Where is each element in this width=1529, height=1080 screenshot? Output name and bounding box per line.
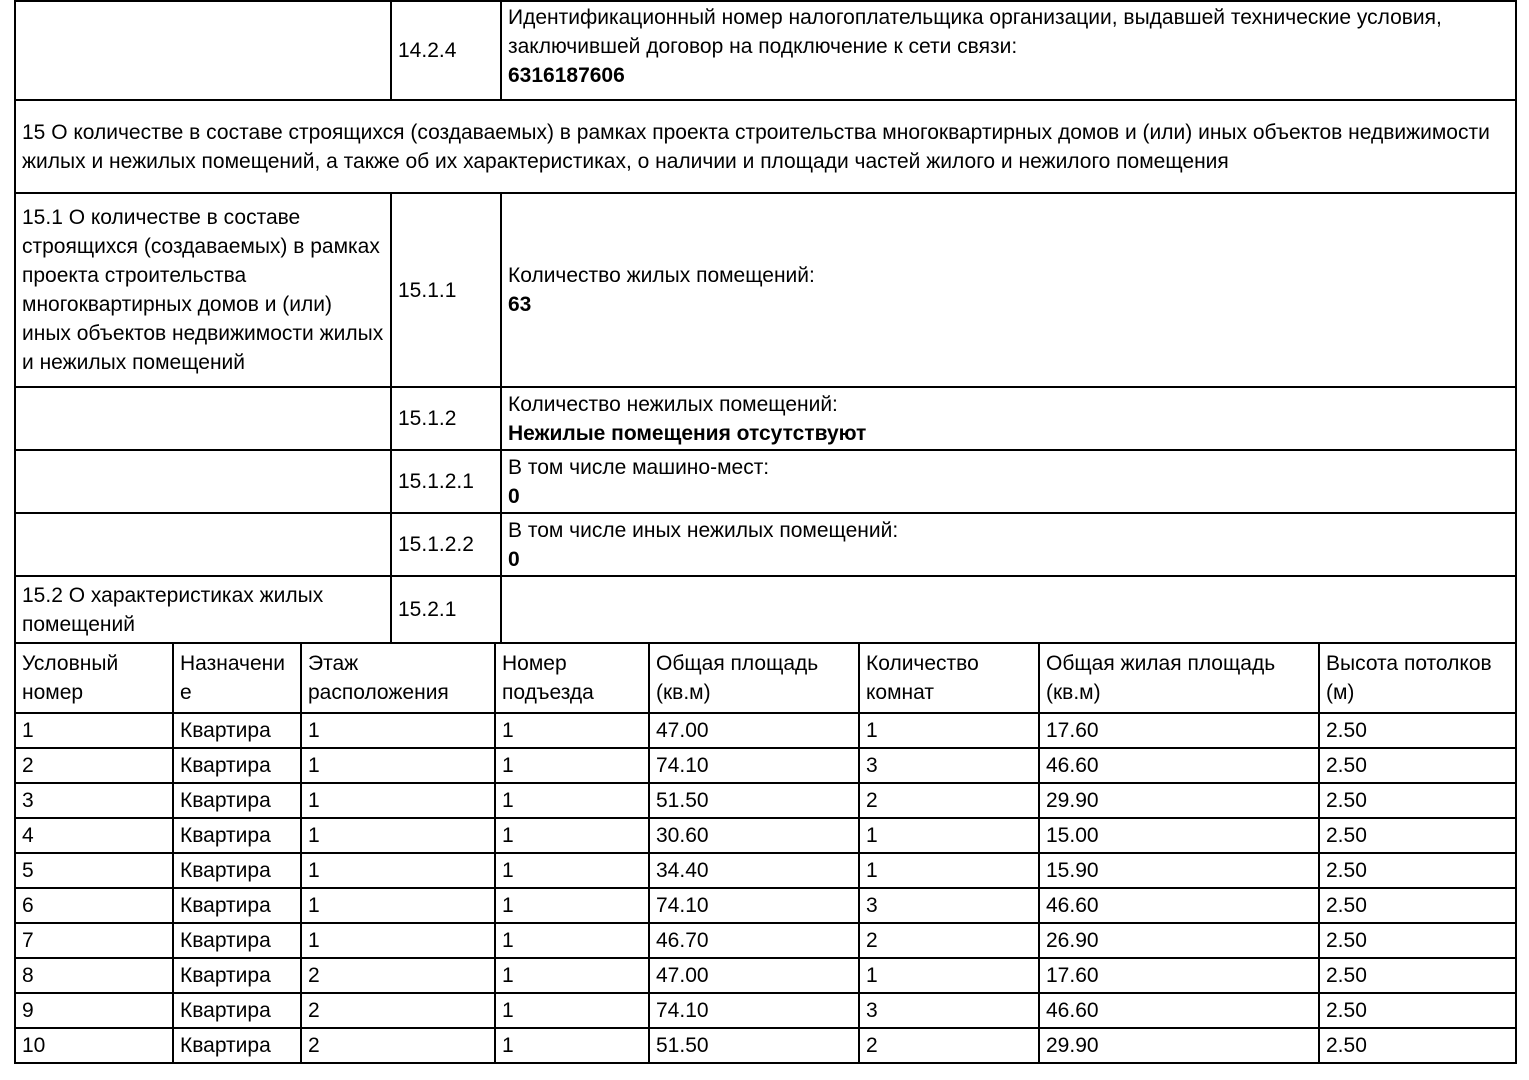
row-14-2-4	[15, 1, 1516, 100]
column-header: Высота потолков (м)	[1319, 643, 1516, 713]
apartment-cell: 34.40	[649, 853, 859, 888]
apartment-cell: 1	[301, 853, 495, 888]
apartment-cell: 2.50	[1319, 1028, 1516, 1063]
label-cell: 15.2 О характеристиках жилых помещений	[15, 576, 391, 643]
code-cell: 15.1.2.1	[391, 450, 501, 513]
apartment-cell: 2.50	[1319, 923, 1516, 958]
apartment-cell: 2.50	[1319, 993, 1516, 1028]
apartment-cell: 1	[495, 853, 649, 888]
apartment-cell: 74.10	[649, 993, 859, 1028]
apartment-cell: 46.60	[1039, 993, 1319, 1028]
section-15-heading: 15 О количестве в составе строящихся (создаваемых) в рамках проекта строительства многоквартирных домов и (или) иных объектов недвижимости жилых и нежилых помещений, а также об их характеристиках, о наличии и площади частей жилого и нежилого помещения	[15, 100, 1516, 193]
column-header: Общая площадь (кв.м)	[649, 643, 859, 713]
apartment-cell: 2.50	[1319, 888, 1516, 923]
value-cell	[501, 387, 1516, 450]
apartment-cell: 1	[301, 783, 495, 818]
apartment-cell: 5	[15, 853, 173, 888]
apartment-cell: 2	[859, 1028, 1039, 1063]
value-data: 63	[508, 293, 532, 316]
apartment-cell: Квартира	[173, 923, 301, 958]
column-header: Этаж расположения	[301, 643, 495, 713]
apartment-cell: 74.10	[649, 748, 859, 783]
label-cell: 15.1 О количестве в составе строящихся (создаваемых) в рамках проекта строительства многоквартирных домов и (или) иных объектов недвижимости жилых и нежилых помещений	[15, 193, 391, 387]
code-cell: 15.1.2	[391, 387, 501, 450]
apartment-cell: Квартира	[173, 993, 301, 1028]
value-label: Количество нежилых помещений:	[508, 392, 838, 416]
apartment-cell: 47.00	[649, 958, 859, 993]
apartment-cell: 1	[301, 888, 495, 923]
label-cell-empty	[15, 513, 391, 576]
row-15-1-1	[15, 193, 1516, 387]
apartment-cell: 8	[15, 958, 173, 993]
apartment-cell: 2	[859, 923, 1039, 958]
apartment-cell: 51.50	[649, 783, 859, 818]
code-cell: 15.2.1	[391, 576, 501, 643]
column-header: Номер подъезда	[495, 643, 649, 713]
apartment-cell: 46.70	[649, 923, 859, 958]
apartment-cell: 26.90	[1039, 923, 1319, 958]
apartment-cell: 46.60	[1039, 748, 1319, 783]
apartment-cell: 46.60	[1039, 888, 1319, 923]
column-header: Назначение	[173, 643, 301, 713]
apartment-cell: 2.50	[1319, 853, 1516, 888]
row-15-1-2	[15, 387, 1516, 450]
apartment-cell: 1	[495, 958, 649, 993]
label-cell-empty	[15, 387, 391, 450]
apartment-row	[15, 993, 1516, 1028]
apartment-cell: Квартира	[173, 818, 301, 853]
apartment-cell: 1	[495, 923, 649, 958]
apartment-cell: 1	[859, 713, 1039, 748]
apartment-cell: 3	[859, 993, 1039, 1028]
apartment-cell: 29.90	[1039, 1028, 1319, 1063]
apartment-cell: 2.50	[1319, 783, 1516, 818]
apartment-cell: 2.50	[1319, 713, 1516, 748]
apartment-cell: 7	[15, 923, 173, 958]
apartment-cell: 1	[495, 783, 649, 818]
apartment-cell: 9	[15, 993, 173, 1028]
apartment-cell: 1	[495, 1028, 649, 1063]
apartment-cell: 1	[495, 713, 649, 748]
apartment-cell: Квартира	[173, 748, 301, 783]
apartment-cell: Квартира	[173, 1028, 301, 1063]
apartment-cell: 1	[859, 853, 1039, 888]
apartment-cell: 6	[15, 888, 173, 923]
apartment-cell: 3	[859, 888, 1039, 923]
apartment-cell: 3	[859, 748, 1039, 783]
apartments-header-row	[15, 643, 1516, 713]
code-cell: 14.2.4	[391, 1, 501, 100]
apartment-row	[15, 818, 1516, 853]
row-section-15	[15, 100, 1516, 193]
apartments-body	[15, 713, 1516, 1063]
value-label: Идентификационный номер налогоплательщика организации, выдавшей технические условия, заключившей договор на подключение к сети связи:	[508, 6, 1442, 58]
apartment-row	[15, 713, 1516, 748]
value-data: 6316187606	[508, 64, 625, 87]
apartment-cell: 1	[495, 748, 649, 783]
apartment-row	[15, 783, 1516, 818]
apartment-row	[15, 1028, 1516, 1063]
label-cell-empty	[15, 450, 391, 513]
declaration-table	[14, 0, 1517, 644]
apartment-cell: Квартира	[173, 888, 301, 923]
value-data: 0	[508, 547, 520, 571]
value-label: В том числе иных нежилых помещений:	[508, 518, 899, 542]
apartment-cell: 2	[301, 1028, 495, 1063]
column-header: Общая жилая площадь (кв.м)	[1039, 643, 1319, 713]
apartment-cell: Квартира	[173, 958, 301, 993]
apartment-cell: 74.10	[649, 888, 859, 923]
apartment-cell: 29.90	[1039, 783, 1319, 818]
apartment-cell: 17.60	[1039, 958, 1319, 993]
apartment-cell: 2	[15, 748, 173, 783]
row-15-2-1	[15, 576, 1516, 643]
row-15-1-2-2	[15, 513, 1516, 576]
value-cell	[501, 450, 1516, 513]
apartment-cell: 1	[859, 818, 1039, 853]
apartment-cell: 1	[301, 748, 495, 783]
value-label: Количество жилых помещений:	[508, 264, 815, 287]
apartment-cell: 30.60	[649, 818, 859, 853]
apartment-cell: 1	[301, 818, 495, 853]
apartment-cell: Квартира	[173, 783, 301, 818]
apartment-cell: 17.60	[1039, 713, 1319, 748]
value-cell	[501, 1, 1516, 100]
apartment-cell: 2.50	[1319, 958, 1516, 993]
apartment-cell: Квартира	[173, 853, 301, 888]
apartment-cell: 4	[15, 818, 173, 853]
apartment-cell: 51.50	[649, 1028, 859, 1063]
column-header: Условный номер	[15, 643, 173, 713]
value-cell-empty	[501, 576, 1516, 643]
apartment-row	[15, 923, 1516, 958]
apartment-cell: 2	[859, 783, 1039, 818]
row-15-1-2-1	[15, 450, 1516, 513]
apartment-row	[15, 958, 1516, 993]
apartment-row	[15, 853, 1516, 888]
apartment-cell: 15.00	[1039, 818, 1319, 853]
code-cell: 15.1.2.2	[391, 513, 501, 576]
value-data: Нежилые помещения отсутствуют	[508, 421, 867, 445]
label-cell-empty	[15, 1, 391, 100]
apartment-cell: 10	[15, 1028, 173, 1063]
apartment-cell: 1	[495, 818, 649, 853]
apartment-cell: Квартира	[173, 713, 301, 748]
apartment-cell: 1	[301, 923, 495, 958]
apartment-cell: 15.90	[1039, 853, 1319, 888]
apartment-cell: 2	[301, 958, 495, 993]
apartment-row	[15, 888, 1516, 923]
apartment-cell: 2.50	[1319, 818, 1516, 853]
apartment-cell: 2.50	[1319, 748, 1516, 783]
apartment-cell: 1	[495, 993, 649, 1028]
apartment-cell: 1	[15, 713, 173, 748]
apartment-cell: 47.00	[649, 713, 859, 748]
apartment-row	[15, 748, 1516, 783]
apartment-cell: 1	[495, 888, 649, 923]
value-cell	[501, 193, 1516, 387]
value-cell	[501, 513, 1516, 576]
column-header: Количество комнат	[859, 643, 1039, 713]
code-cell: 15.1.1	[391, 193, 501, 387]
apartment-cell: 1	[859, 958, 1039, 993]
apartments-table	[14, 642, 1517, 1064]
apartment-cell: 1	[301, 713, 495, 748]
apartment-cell: 2	[301, 993, 495, 1028]
apartment-cell: 3	[15, 783, 173, 818]
value-label: В том числе машино-мест:	[508, 455, 770, 479]
value-data: 0	[508, 484, 520, 508]
